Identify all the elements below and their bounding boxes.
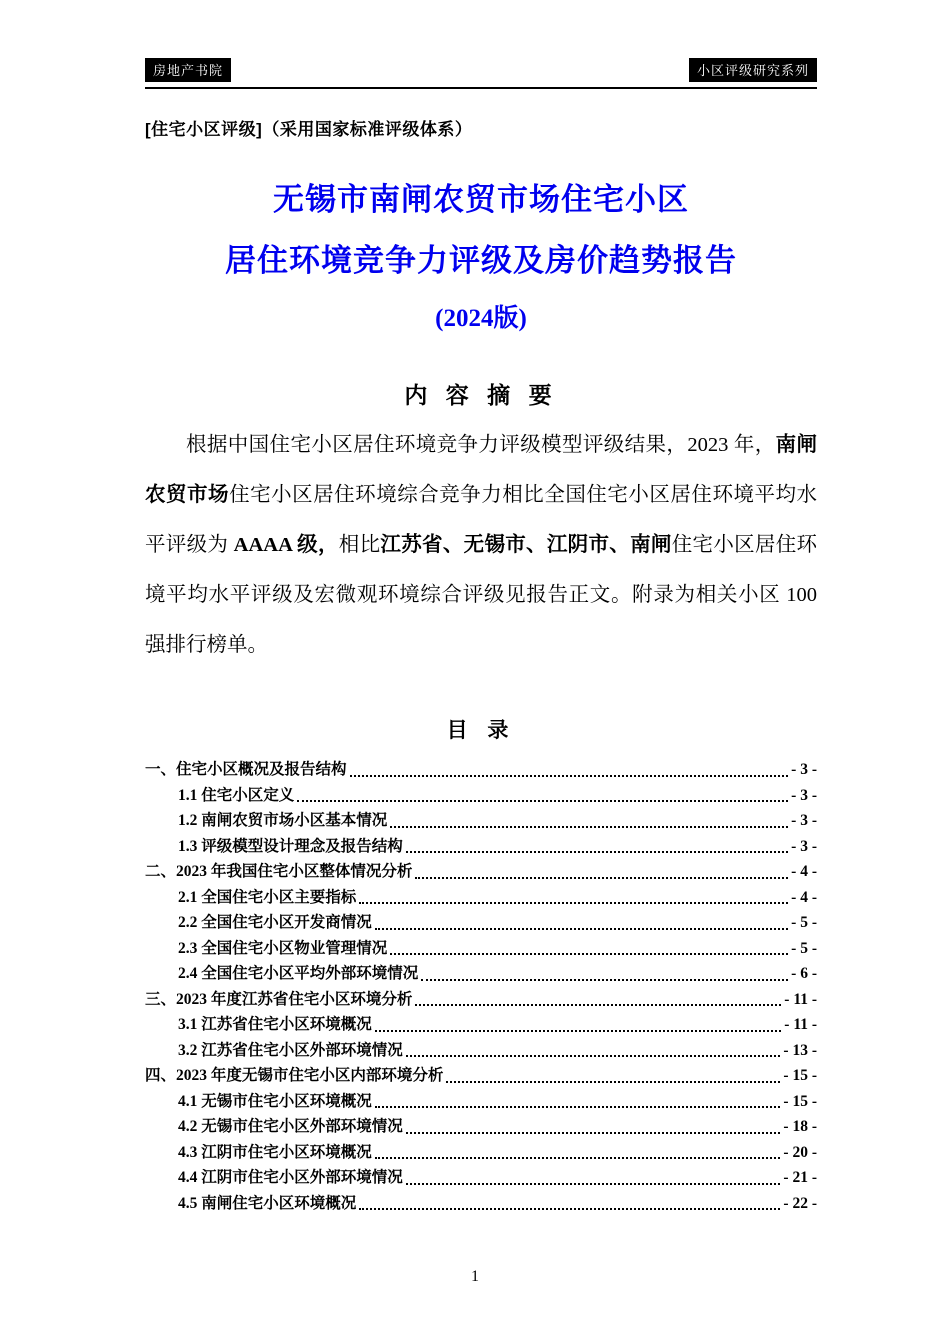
toc-page-number: - 3 - bbox=[791, 761, 817, 778]
abstract-segment: AAAA 级， bbox=[233, 534, 339, 556]
toc-page-number: - 20 - bbox=[783, 1143, 817, 1161]
toc-page-number: - 3 - bbox=[791, 786, 817, 804]
toc-page-number: - 4 - bbox=[791, 888, 817, 906]
toc-leader-dots bbox=[375, 1157, 781, 1159]
toc-list bbox=[145, 757, 817, 1216]
toc-page-number: - 11 - bbox=[784, 990, 817, 1008]
abstract-segment: 相比 bbox=[338, 534, 381, 556]
toc-entry-label: 3.1 江苏省住宅小区环境概况 bbox=[178, 1016, 372, 1033]
toc-leader-dots bbox=[406, 1055, 781, 1057]
toc-page-number: - 15 - bbox=[783, 1067, 817, 1084]
toc-leader-dots bbox=[359, 902, 788, 904]
toc-page-number: - 18 - bbox=[783, 1118, 817, 1135]
toc-leader-dots bbox=[375, 928, 788, 930]
toc-leader-dots bbox=[297, 800, 788, 802]
toc-leader-dots bbox=[390, 953, 788, 955]
toc-leader-dots bbox=[415, 1004, 781, 1006]
toc-page-number: - 3 - bbox=[791, 812, 817, 829]
header-divider bbox=[145, 87, 817, 89]
toc-leader-dots bbox=[359, 1208, 780, 1210]
toc-page-number: - 5 - bbox=[791, 914, 817, 931]
abstract-paragraph bbox=[145, 420, 817, 670]
toc-entry bbox=[145, 783, 817, 809]
toc-leader-dots bbox=[375, 1106, 781, 1108]
toc-entry bbox=[145, 808, 817, 834]
toc-page-number: - 11 - bbox=[784, 1016, 817, 1033]
toc-entry bbox=[145, 987, 817, 1013]
report-title-edition: (2024版) bbox=[435, 305, 527, 332]
toc-entry bbox=[145, 1063, 817, 1089]
toc-page-number: - 4 - bbox=[791, 863, 817, 880]
toc-entry bbox=[145, 936, 817, 962]
footer-page-number: 1 bbox=[471, 1268, 479, 1285]
report-title-line2: 居住环境竞争力评级及房价趋势报告 bbox=[225, 243, 737, 278]
toc-entry bbox=[145, 1165, 817, 1191]
classification-line: [住宅小区评级]（采用国家标准评级体系） bbox=[145, 120, 473, 139]
toc-entry bbox=[145, 1012, 817, 1038]
report-title-block bbox=[145, 184, 817, 331]
toc-page-number: - 21 - bbox=[783, 1169, 817, 1186]
toc-entry-label: 2.1 全国住宅小区主要指标 bbox=[178, 888, 357, 906]
toc-page-number: - 13 - bbox=[783, 1041, 817, 1059]
abstract-segment: 江苏省、无锡市、江阴市、南闸 bbox=[380, 534, 672, 556]
toc-entry-label: 2.2 全国住宅小区开发商情况 bbox=[178, 914, 372, 931]
abstract-segment: 根据中国住宅小区居住环境竞争力评级模型评级结果，2023 年， bbox=[186, 434, 776, 456]
toc-entry-label: 4.1 无锡市住宅小区环境概况 bbox=[178, 1092, 372, 1110]
toc-page-number: - 3 - bbox=[791, 837, 817, 855]
toc-leader-dots bbox=[406, 1132, 781, 1134]
abstract-segment: 住宅小区居住环境综合竞争力相比全国住宅小区居住环境平均水平评级为 bbox=[145, 484, 818, 556]
abstract-segment: 住宅小区居住环境平均水平评级及宏微观环境综合评级见报告正文。附录为相关小区 100 强排行榜单。 bbox=[145, 534, 818, 656]
abstract-heading: 内 容 摘 要 bbox=[404, 382, 558, 408]
toc-entry-label: 4.2 无锡市住宅小区外部环境情况 bbox=[178, 1118, 403, 1135]
toc-entry bbox=[145, 910, 817, 936]
toc-entry-label: 2.4 全国住宅小区平均外部环境情况 bbox=[178, 965, 419, 982]
toc-page-number: - 5 - bbox=[791, 939, 817, 957]
toc-leader-dots bbox=[375, 1030, 782, 1032]
toc-page-number: - 22 - bbox=[783, 1194, 817, 1212]
toc-leader-dots bbox=[446, 1081, 780, 1083]
toc-entry-label: 三、2023 年度江苏省住宅小区环境分析 bbox=[145, 990, 413, 1008]
toc-entry bbox=[145, 1114, 817, 1140]
toc-entry-label: 1.2 南闸农贸市场小区基本情况 bbox=[178, 812, 388, 829]
toc-entry-label: 一、住宅小区概况及报告结构 bbox=[145, 761, 347, 778]
toc-entry-label: 四、2023 年度无锡市住宅小区内部环境分析 bbox=[145, 1067, 444, 1084]
toc-leader-dots bbox=[415, 877, 788, 879]
report-title-line1: 无锡市南闸农贸市场住宅小区 bbox=[273, 182, 689, 217]
page-header bbox=[145, 58, 817, 82]
toc-leader-dots bbox=[421, 979, 788, 981]
toc-leader-dots bbox=[350, 775, 789, 777]
toc-entry bbox=[145, 834, 817, 860]
toc-leader-dots bbox=[390, 826, 788, 828]
toc-page-number: - 6 - bbox=[791, 965, 817, 982]
toc-entry bbox=[145, 885, 817, 911]
toc-entry-label: 3.2 江苏省住宅小区外部环境情况 bbox=[178, 1041, 403, 1059]
toc-entry bbox=[145, 961, 817, 987]
toc-page-number: - 15 - bbox=[783, 1092, 817, 1110]
toc-entry bbox=[145, 859, 817, 885]
toc-entry-label: 4.4 江阴市住宅小区外部环境情况 bbox=[178, 1169, 403, 1186]
header-left-label: 房地产书院 bbox=[145, 58, 231, 82]
toc-entry-label: 1.1 住宅小区定义 bbox=[178, 786, 295, 804]
toc-entry bbox=[145, 1140, 817, 1166]
abstract-segment: 南闸农贸市场 bbox=[145, 434, 818, 506]
toc-entry bbox=[145, 1089, 817, 1115]
toc-entry-label: 4.3 江阴市住宅小区环境概况 bbox=[178, 1143, 372, 1161]
toc-leader-dots bbox=[406, 851, 788, 853]
toc-heading: 目 录 bbox=[446, 719, 516, 742]
toc-leader-dots bbox=[406, 1183, 781, 1185]
toc-entry-label: 1.3 评级模型设计理念及报告结构 bbox=[178, 837, 403, 855]
toc-entry bbox=[145, 1191, 817, 1217]
header-right-label: 小区评级研究系列 bbox=[689, 58, 817, 82]
toc-entry bbox=[145, 757, 817, 783]
toc-entry bbox=[145, 1038, 817, 1064]
toc-entry-label: 二、2023 年我国住宅小区整体情况分析 bbox=[145, 863, 413, 880]
toc-entry-label: 2.3 全国住宅小区物业管理情况 bbox=[178, 939, 388, 957]
toc-entry-label: 4.5 南闸住宅小区环境概况 bbox=[178, 1194, 357, 1212]
